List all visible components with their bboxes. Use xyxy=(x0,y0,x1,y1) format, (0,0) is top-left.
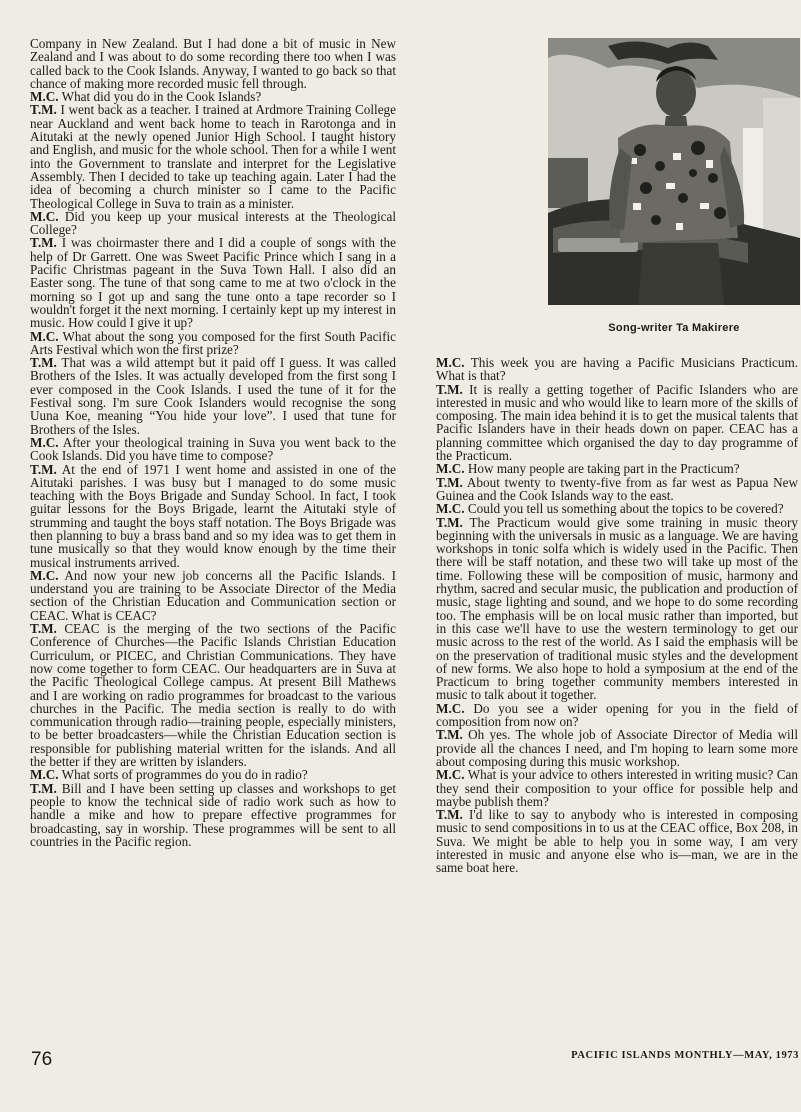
interview-paragraph xyxy=(30,330,396,357)
photo-caption: Song-writer Ta Makirere xyxy=(608,322,740,334)
photo-image xyxy=(548,38,800,305)
speaker-label: T.M. xyxy=(30,235,57,251)
interview-paragraph xyxy=(436,702,798,729)
speaker-label: M.C. xyxy=(30,89,59,105)
paragraph-text: At the end of 1971 I went home and assisted in one of the Aitutaki parishes. I was busy but I managed to do some music teaching with the Boys Brigade and Sunday School. In fact, I took guitar lessons for the Boys Brigade, learnt the Aitutaki style of strumming and taught the boys staff notation. The Boys Brigade was then planning to buy a brass band and so my idea was to get them in tune musically so that they would know enough by the time their musical instruments arrived. xyxy=(30,461,396,570)
speaker-label: M.C. xyxy=(436,700,465,716)
speaker-label: M.C. xyxy=(436,501,465,517)
interview-paragraph xyxy=(30,463,396,569)
speaker-label: M.C. xyxy=(30,767,59,783)
paragraph-text: About twenty to twenty-five from as far west as Papua New Guinea and the Cook Islands way to the east. xyxy=(436,474,798,503)
paragraph-text: What about the song you composed for the first South Pacific Arts Festival which won the first prize? xyxy=(30,328,396,357)
left-column xyxy=(30,37,396,848)
interview-paragraph xyxy=(30,622,396,768)
interview-paragraph xyxy=(436,476,798,503)
paragraph-text: What did you do in the Cook Islands? xyxy=(61,89,262,105)
paragraph-text: How many people are taking part in the Practicum? xyxy=(467,461,740,477)
interview-paragraph xyxy=(30,768,396,781)
paragraph-text: Did you keep up your musical interests at the Theological College? xyxy=(30,208,397,238)
interview-paragraph xyxy=(436,356,798,383)
paragraph-text: This week you are having a Pacific Musicians Practicum. What is that? xyxy=(436,355,799,384)
interview-paragraph xyxy=(30,236,396,329)
interview-paragraph xyxy=(436,808,798,874)
paragraph-text: CEAC is the merging of the two sections of the Pacific Conference of Churches—the Pacific Islands Christian Education Curriculum, or PICEC, and Christian Communications. They have now come together to form CEAC. Our headquarters are in Suva at the Pacific Theological College campus. At present Bill Mathews and I are working on radio programmes for broadcast to the various churches in the Pacific. The media section is really to do with communication through radio—training people, especially ministers, to be better broadcasters—while the Christian Education section is responsible for publishing material written for the islands. And all the better if they are written by islanders. xyxy=(30,621,396,770)
speaker-label: M.C. xyxy=(436,355,465,370)
speaker-label: T.M. xyxy=(436,727,463,743)
paragraph-text: What sorts of programmes do you do in radio? xyxy=(61,767,308,783)
paragraph-text: It is really a getting together of Pacific Islanders who are interested in music and who would like to learn more of the skills of composing. The main idea behind it is to get the musical talents that Pacific Islanders have in their heads down on paper. CEAC has a planning committee which organised the day to day programme of the Practicum. xyxy=(436,381,798,464)
speaker-label: T.M. xyxy=(30,461,57,477)
portrait-photo xyxy=(548,38,800,305)
paragraph-text: After your theological training in Suva you went back to the Cook Islands. Did you have time to compose? xyxy=(30,434,396,464)
speaker-label: T.M. xyxy=(30,102,57,118)
paragraph-text: Bill and I have been setting up classes and workshops to get people to know the technical side of radio work such as how to handle a mike and how to prepare effective programmes for broadcasting, say in worship. These programmes will be sent to all countries in the Pacific region. xyxy=(30,780,396,849)
speaker-label: T.M. xyxy=(436,807,463,823)
paragraph-text: Do you see a wider opening for you in the field of composition from now on? xyxy=(436,700,799,730)
speaker-label: T.M. xyxy=(436,381,463,397)
paragraph-text: I'd like to say to anybody who is interested in composing music to send compositions in to us at the CEAC office, Box 208, in Suva. We might be able to help you in some way, I am very interested in music and anyone else who is—man, we are in the same boat here. xyxy=(436,807,798,876)
speaker-label: M.C. xyxy=(30,208,59,224)
right-column xyxy=(436,356,798,875)
paragraph-text: Could you tell us something about the topics to be covered? xyxy=(467,501,784,517)
interview-paragraph xyxy=(30,356,396,436)
page-number: 76 xyxy=(31,1049,53,1070)
speaker-label: T.M. xyxy=(30,621,57,637)
paragraph-text: I was choirmaster there and I did a couple of songs with the help of Dr Garrett. One was Sweet Pacific Prince which I sang in a Pacific Christmas pageant in the Suva Town Hall. I also did an Easter song. The tune of that song came to me at two o'clock in the morning so I got up and sang the tune onto a tape recorder so I wouldn't forget it the next morning. I certainly kept up my interest in music. How could I give it up? xyxy=(30,235,396,331)
paragraph-text: I went back as a teacher. I trained at Ardmore Training College near Auckland and went back home to teach in Rarotonga and in Aitutaki at the newly opened Junior High School. I taught history and English, and music for the whole school. Then for a while I went into the Government to translate and interpret for the Legislative Assembly. Then I decided to take up teaching again. Later I had the idea of becoming a church minister so I came to the Pacific Theological College in Suva to train as a minister. xyxy=(30,102,397,211)
interview-paragraph xyxy=(436,502,798,515)
paragraph-text: Company in New Zealand. But I had done a bit of music in New Zealand and I was about to do some recording there too when I was called back to the Cook Islands. Anyway, I wanted to go back so that chance of making more recorded music fell through. xyxy=(30,36,396,91)
interview-paragraph xyxy=(436,383,798,463)
paragraph-text: That was a wild attempt but it paid off I guess. It was called Brothers of the Isles. It was actually developed from the first song I ever composed in the Cook Islands. I used the tune of it for the Festival song. I'm sure Cook Islanders would recognise the song Uuna Koe, meaning “You hide your love”. I used that tune for Brothers of the Isles. xyxy=(30,355,397,437)
interview-paragraph xyxy=(436,768,798,808)
interview-paragraph xyxy=(30,569,396,622)
paragraph-text: And now your new job concerns all the Pacific Islands. I understand you are training to be Associate Director of the Media section of the Christian Education and Communication section or CEAC. What is CEAC? xyxy=(30,567,396,623)
publication-footer: PACIFIC ISLANDS MONTHLY—MAY, 1973 xyxy=(571,1050,799,1061)
speaker-label: T.M. xyxy=(30,355,57,371)
interview-paragraph xyxy=(30,37,396,90)
speaker-label: T.M. xyxy=(436,514,463,530)
speaker-label: M.C. xyxy=(436,767,465,783)
speaker-label: T.M. xyxy=(436,474,463,490)
speaker-label: M.C. xyxy=(30,567,59,583)
speaker-label: M.C. xyxy=(30,434,59,450)
paragraph-text: Oh yes. The whole job of Associate Director of Media will provide all the chances I need, and I'm hoping to learn some more about composing during this music workshop. xyxy=(436,727,798,769)
interview-paragraph xyxy=(436,462,798,475)
paragraph-text: What is your advice to others interested in writing music? Can they send their composition to your office for possible help and maybe publish them? xyxy=(436,767,799,809)
speaker-label: M.C. xyxy=(436,461,465,477)
paragraph-text: The Practicum would give some training in music theory beginning with the universals in music as a language. We are having workshops in tonic solfa which is widely used in the Pacific. Then there will be staff notation, and these two will take up most of the time. Following these will be composition of music, harmony and rhythm, sacred and secular music, the publication and production of music, stage lighting and sound, and we hope to do some recording too. The emphasis will be on local music rather than imported, but in this case we'll have to use the western terminology to get our music across to the rest of the world. As I said the emphasis will be on the preservation of traditional music styles and the development of new forms. We also hope to hold a symposium at the end of the Practicum to bring together community members interested in music to talk about it together. xyxy=(436,514,798,703)
interview-paragraph xyxy=(30,90,396,103)
speaker-label: T.M. xyxy=(30,780,57,796)
interview-paragraph xyxy=(30,210,396,237)
speaker-label: M.C. xyxy=(30,328,59,344)
interview-paragraph xyxy=(436,728,798,768)
interview-paragraph xyxy=(30,103,396,209)
interview-paragraph xyxy=(436,516,798,702)
interview-paragraph xyxy=(30,436,396,463)
interview-paragraph xyxy=(30,782,396,848)
